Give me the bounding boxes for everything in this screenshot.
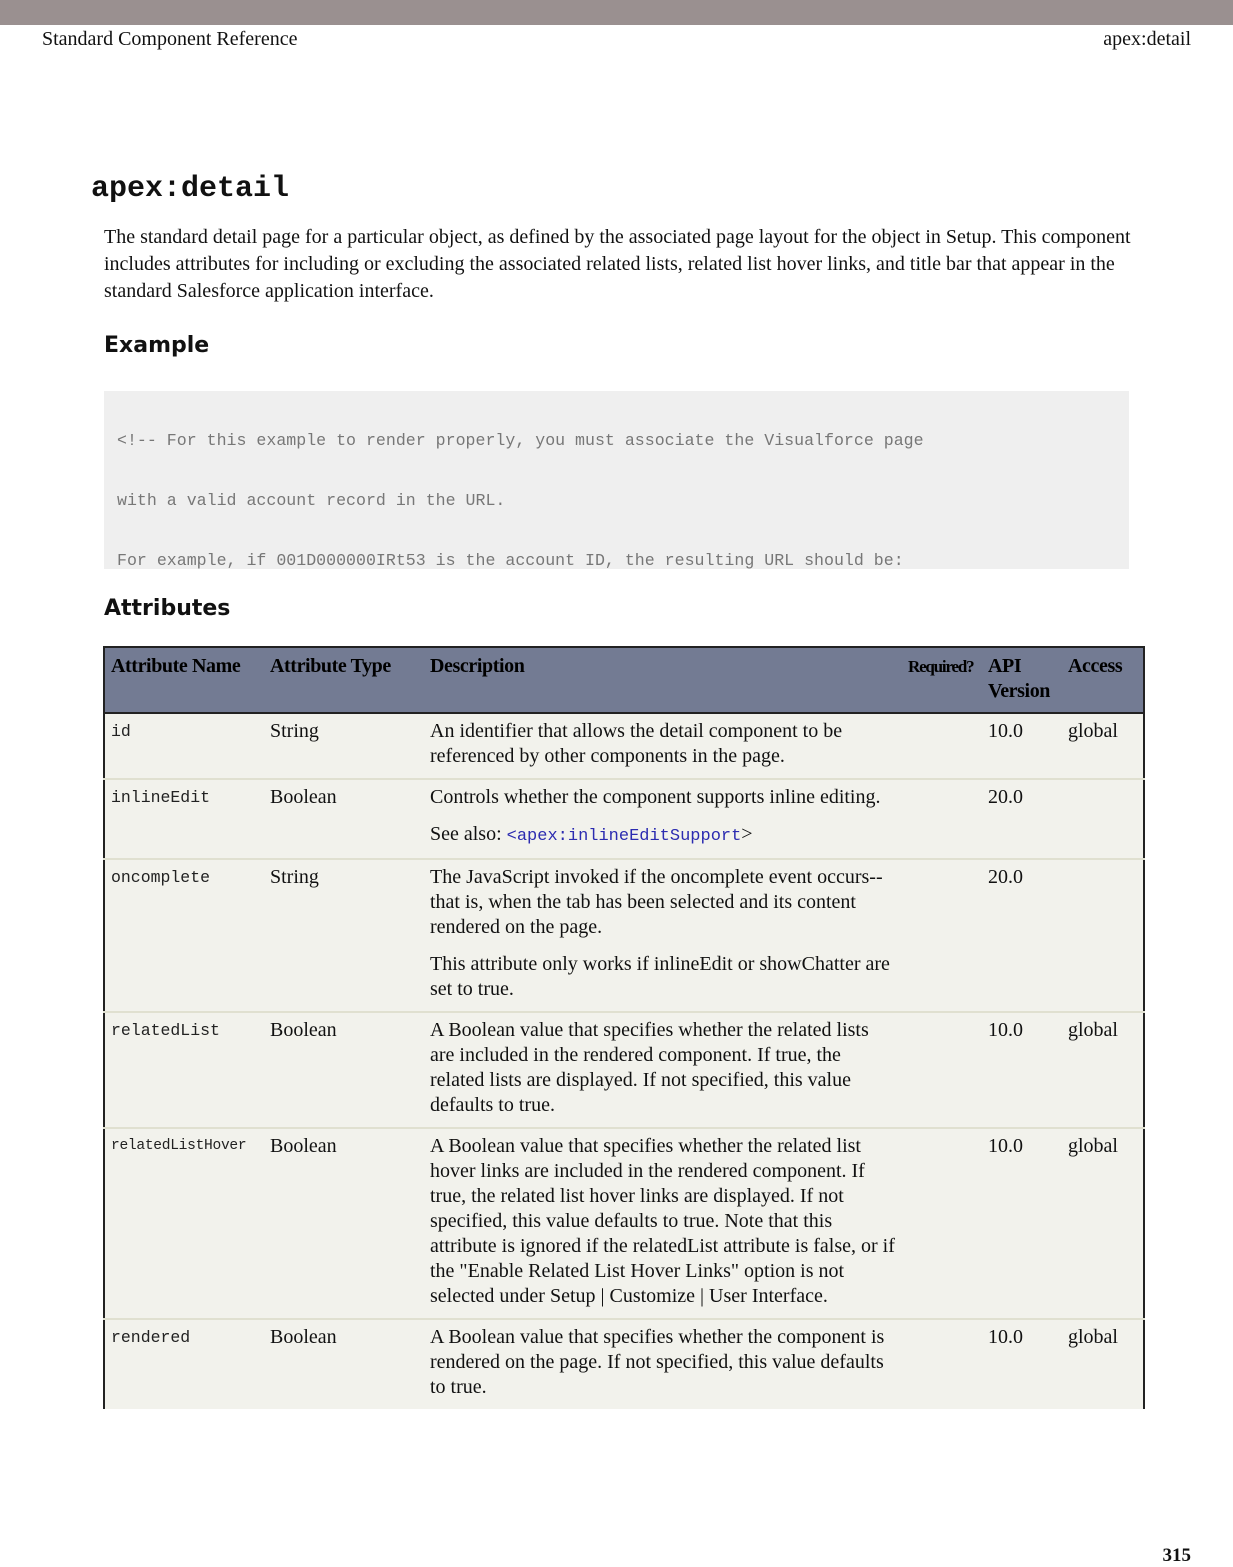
page-number: 315 bbox=[1162, 1545, 1191, 1566]
table-row bbox=[104, 859, 1144, 1012]
attribute-name: id bbox=[104, 713, 264, 779]
description-text: A Boolean value that specifies whether the related list hover links are included in the rendered component. If true, the related list hover links are displayed. If not specified, this value defaults to true. Note that this attribute is ignored if the relatedList attribute is false, or if the "Enable Related List Hover Links" option is not selected under Setup | Customize | User Interface. bbox=[430, 1135, 895, 1307]
top-bar bbox=[0, 0, 1233, 25]
description-text: This attribute only works if inlineEdit or showChatter are set to true. bbox=[430, 953, 890, 1000]
running-header-right: apex:detail bbox=[1103, 28, 1191, 50]
attribute-api-version: 10.0 bbox=[982, 1128, 1062, 1319]
attribute-type: String bbox=[264, 859, 424, 1012]
attribute-access: global bbox=[1062, 713, 1144, 779]
code-comment-line: For example, if 001D000000IRt53 is the account ID, the resulting URL should be: bbox=[117, 551, 904, 569]
attribute-name: relatedList bbox=[104, 1012, 264, 1128]
attribute-type: Boolean bbox=[264, 1012, 424, 1128]
attribute-api-version: 10.0 bbox=[982, 713, 1062, 779]
see-also-label: See also: bbox=[430, 823, 507, 845]
description-text: The JavaScript invoked if the oncomplete event occurs--that is, when the tab has been selected and its content rendered on the page. bbox=[430, 866, 883, 938]
attribute-description bbox=[424, 1128, 902, 1319]
table-row bbox=[104, 779, 1144, 859]
attribute-required bbox=[902, 1012, 982, 1128]
table-row bbox=[104, 1128, 1144, 1319]
attribute-access: global bbox=[1062, 1128, 1144, 1319]
attribute-name: relatedListHover bbox=[104, 1128, 264, 1319]
attribute-required bbox=[902, 859, 982, 1012]
attribute-description bbox=[424, 779, 902, 859]
page-title: apex:detail bbox=[91, 172, 290, 206]
description-text: An identifier that allows the detail component to be referenced by other components in the page. bbox=[430, 720, 843, 767]
attribute-access: global bbox=[1062, 1319, 1144, 1409]
attribute-name: rendered bbox=[104, 1319, 264, 1409]
attribute-required bbox=[902, 1128, 982, 1319]
column-header-description: Description bbox=[424, 647, 902, 713]
column-header-api-version: API Version bbox=[982, 647, 1062, 713]
attribute-required bbox=[902, 779, 982, 859]
code-comment-line: with a valid account record in the URL. bbox=[117, 491, 506, 510]
column-header-name: Attribute Name bbox=[104, 647, 264, 713]
column-header-required-label: Required? bbox=[908, 657, 974, 676]
attribute-access bbox=[1062, 779, 1144, 859]
attribute-type: Boolean bbox=[264, 1128, 424, 1319]
running-header-left: Standard Component Reference bbox=[42, 28, 298, 50]
attribute-access bbox=[1062, 859, 1144, 1012]
attribute-api-version: 10.0 bbox=[982, 1012, 1062, 1128]
table-row bbox=[104, 713, 1144, 779]
table-header-row bbox=[104, 647, 1144, 713]
attributes-table bbox=[103, 646, 1145, 1409]
table-row bbox=[104, 1012, 1144, 1128]
attribute-access: global bbox=[1062, 1012, 1144, 1128]
see-also-link-end: > bbox=[741, 823, 753, 845]
description-text: A Boolean value that specifies whether the component is rendered on the page. If not specified, this value defaults to true. bbox=[430, 1326, 885, 1398]
attribute-description bbox=[424, 859, 902, 1012]
attribute-description bbox=[424, 1319, 902, 1409]
column-header-access: Access bbox=[1062, 647, 1144, 713]
attribute-required bbox=[902, 713, 982, 779]
see-also bbox=[430, 822, 896, 849]
column-header-type: Attribute Type bbox=[264, 647, 424, 713]
attribute-description bbox=[424, 1012, 902, 1128]
attribute-api-version: 20.0 bbox=[982, 779, 1062, 859]
description-text: A Boolean value that specifies whether the related lists are included in the rendered component. If true, the related lists are displayed. If not specified, this value defaults to true. bbox=[430, 1019, 869, 1116]
attribute-type: Boolean bbox=[264, 1319, 424, 1409]
attribute-api-version: 10.0 bbox=[982, 1319, 1062, 1409]
attributes-heading: Attributes bbox=[104, 596, 231, 621]
attribute-name: inlineEdit bbox=[104, 779, 264, 859]
code-comment-line: <!-- For this example to render properly, you must associate the Visualforce page bbox=[117, 431, 924, 450]
attribute-type: Boolean bbox=[264, 779, 424, 859]
attribute-name: oncomplete bbox=[104, 859, 264, 1012]
attribute-required bbox=[902, 1319, 982, 1409]
see-also-link[interactable]: <apex:inlineEditSupport bbox=[506, 827, 742, 846]
example-heading: Example bbox=[104, 333, 210, 358]
description-text: Controls whether the component supports inline editing. bbox=[430, 786, 881, 808]
table-row bbox=[104, 1319, 1144, 1409]
column-header-required bbox=[902, 647, 982, 713]
attribute-type: String bbox=[264, 713, 424, 779]
attribute-description bbox=[424, 713, 902, 779]
code-example bbox=[104, 391, 1129, 569]
intro-paragraph: The standard detail page for a particular object, as defined by the associated page layout for the object in Setup. This component includes attributes for including or excluding the associated related lists, related list hover links, and title bar that appear in the standard Salesforce application interface. bbox=[104, 226, 1131, 302]
attribute-api-version: 20.0 bbox=[982, 859, 1062, 1012]
